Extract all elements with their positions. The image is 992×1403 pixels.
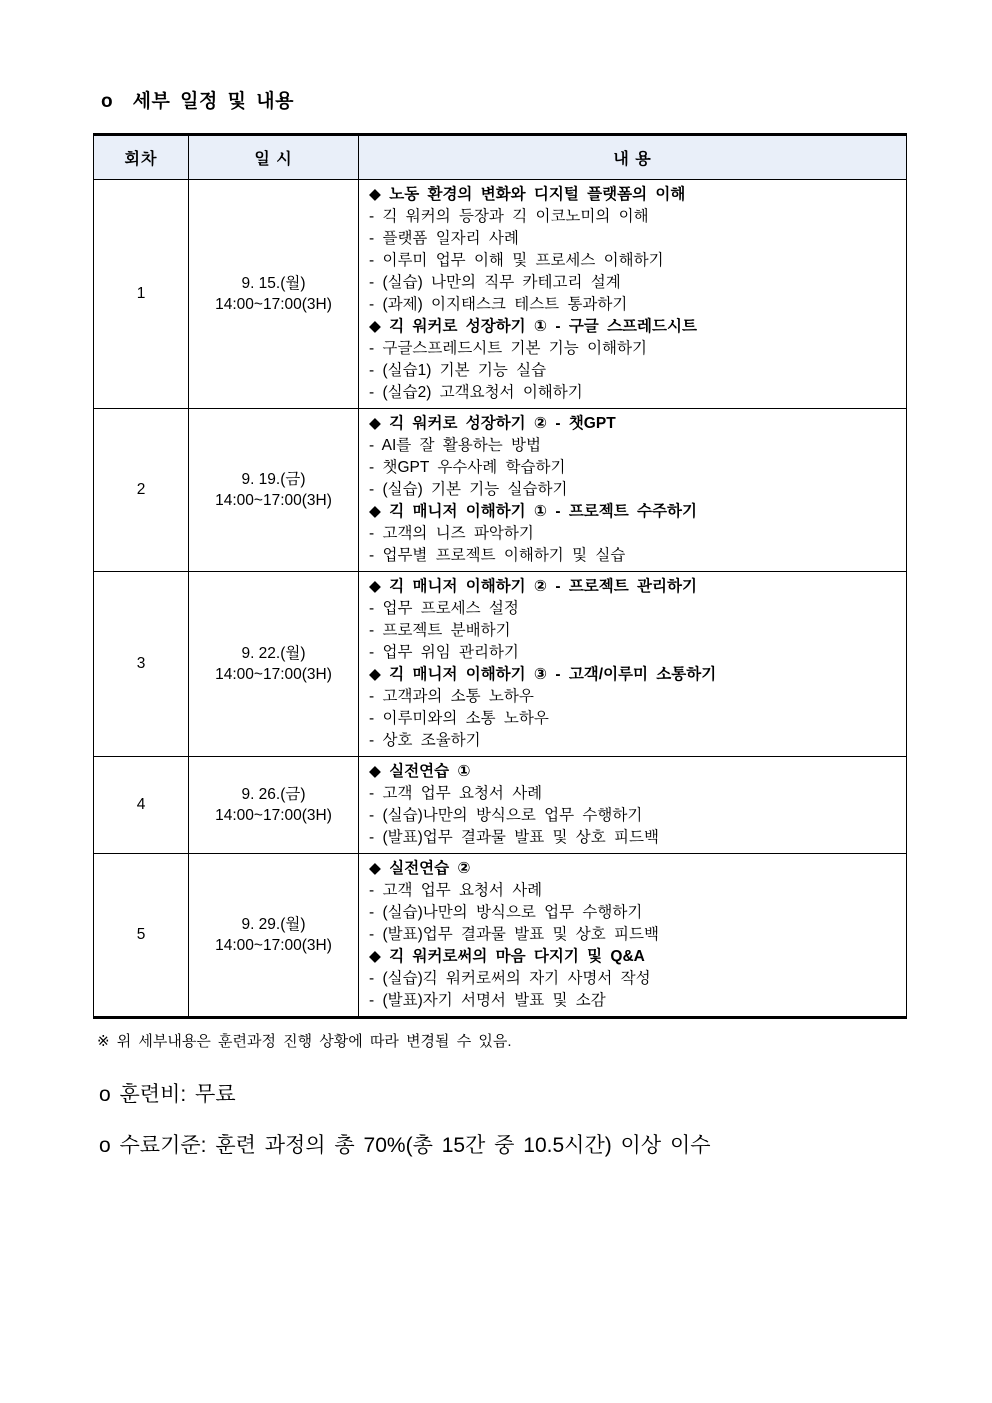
content-detail-line: - 고객의 니즈 파악하기: [369, 525, 534, 542]
table-row: [94, 854, 907, 1018]
schedule-table-body: [94, 180, 907, 1018]
datetime-cell: [189, 757, 359, 854]
content-topic-line: ◆ 긱 워커로 성장하기 ① - 구글 스프레드시트: [369, 318, 697, 335]
table-row: [94, 180, 907, 409]
table-row: [94, 757, 907, 854]
session-time: 14:00~17:00(3H): [215, 937, 332, 954]
session-date: 9. 26.(금): [241, 786, 306, 803]
session-date: 9. 29.(월): [241, 916, 306, 933]
content-cell: [359, 854, 907, 1018]
content-detail-line: - 긱 워커의 등장과 긱 이코노미의 이해: [369, 208, 649, 225]
content-detail-line: - 이루미와의 소통 노하우: [369, 710, 549, 727]
content-detail-line: - (실습)긱 워커로써의 자기 사명서 작성: [369, 970, 651, 987]
content-detail-line: - AI를 잘 활용하는 방법: [369, 437, 541, 454]
content-detail-line: - 챗GPT 우수사례 학습하기: [369, 459, 566, 476]
content-topic-line: ◆ 긱 매니저 이해하기 ① - 프로젝트 수주하기: [369, 503, 697, 520]
document-content: [93, 86, 909, 1159]
col-header-session: 회차: [94, 135, 189, 180]
completion-line: o 수료기준: 훈련 과정의 총 70%(총 15간 중 10.5시간) 이상 이수: [99, 1134, 711, 1157]
schedule-table-header: [94, 135, 907, 180]
content-detail-line: - (실습) 나만의 직무 카테고리 설계: [369, 274, 621, 291]
content-topic-line: ◆ 긱 매니저 이해하기 ② - 프로젝트 관리하기: [369, 578, 697, 595]
content-topic-line: ◆ 실전연습 ②: [369, 860, 471, 877]
content-detail-line: - 업무별 프로젝트 이해하기 및 실습: [369, 547, 626, 564]
content-detail-line: - (발표)업무 결과물 발표 및 상호 피드백: [369, 926, 659, 943]
content-detail-line: - (실습) 기본 기능 실습하기: [369, 481, 568, 498]
content-cell: [359, 757, 907, 854]
col-header-content: 내 용: [359, 135, 907, 180]
session-cell: 2: [94, 409, 189, 572]
content-detail-line: - (실습)나만의 방식으로 업무 수행하기: [369, 807, 643, 824]
datetime-cell: [189, 854, 359, 1018]
content-cell: [359, 409, 907, 572]
content-detail-line: - 고객과의 소통 노하우: [369, 688, 534, 705]
content-detail-line: - 이루미 업무 이해 및 프로세스 이해하기: [369, 252, 664, 269]
content-detail-line: - 업무 프로세스 설정: [369, 600, 519, 617]
content-detail-line: - 상호 조율하기: [369, 732, 481, 749]
content-detail-line: - (실습)나만의 방식으로 업무 수행하기: [369, 904, 643, 921]
session-cell: 1: [94, 180, 189, 409]
col-header-datetime: 일 시: [189, 135, 359, 180]
content-topic-line: ◆ 실전연습 ①: [369, 763, 471, 780]
header-row: [94, 135, 907, 180]
session-time: 14:00~17:00(3H): [215, 807, 332, 824]
fee-line: o 훈련비: 무료: [99, 1083, 236, 1106]
content-detail-line: - 구글스프레드시트 기본 기능 이해하기: [369, 340, 647, 357]
content-topic-line: ◆ 긱 워커로써의 마음 다지기 및 Q&A: [369, 948, 645, 965]
datetime-cell: [189, 572, 359, 757]
session-date: 9. 15.(월): [241, 275, 306, 292]
session-cell: 4: [94, 757, 189, 854]
content-detail-line: - (과제) 이지태스크 테스트 통과하기: [369, 296, 628, 313]
page-title: o 세부 일정 및 내용: [101, 91, 294, 112]
content-detail-line: - 고객 업무 요청서 사례: [369, 785, 543, 802]
session-time: 14:00~17:00(3H): [215, 492, 332, 509]
content-cell: [359, 180, 907, 409]
content-detail-line: - (발표)업무 결과물 발표 및 상호 피드백: [369, 829, 659, 846]
session-cell: 3: [94, 572, 189, 757]
session-date: 9. 22.(월): [241, 645, 306, 662]
content-detail-line: - (발표)자기 서명서 발표 및 소감: [369, 992, 606, 1009]
session-date: 9. 19.(금): [241, 471, 306, 488]
datetime-cell: [189, 180, 359, 409]
content-detail-line: - 플랫폼 일자리 사례: [369, 230, 519, 247]
change-note: ※ 위 세부내용은 훈련과정 진행 상황에 따라 변경될 수 있음.: [97, 1033, 512, 1050]
content-detail-line: - (실습2) 고객요청서 이해하기: [369, 384, 583, 401]
session-time: 14:00~17:00(3H): [215, 666, 332, 683]
schedule-table: [93, 133, 907, 1019]
content-detail-line: - 프로젝트 분배하기: [369, 622, 511, 639]
content-cell: [359, 572, 907, 757]
datetime-cell: [189, 409, 359, 572]
content-detail-line: - 업무 위임 관리하기: [369, 644, 519, 661]
session-time: 14:00~17:00(3H): [215, 296, 332, 313]
content-topic-line: ◆ 노동 환경의 변화와 디지털 플랫폼의 이해: [369, 186, 686, 203]
content-detail-line: - (실습1) 기본 기능 실습: [369, 362, 547, 379]
table-row: [94, 572, 907, 757]
session-cell: 5: [94, 854, 189, 1018]
content-detail-line: - 고객 업무 요청서 사례: [369, 882, 543, 899]
content-topic-line: ◆ 긱 워커로 성장하기 ② - 챗GPT: [369, 415, 616, 432]
table-row: [94, 409, 907, 572]
content-topic-line: ◆ 긱 매니저 이해하기 ③ - 고객/이루미 소통하기: [369, 666, 717, 683]
